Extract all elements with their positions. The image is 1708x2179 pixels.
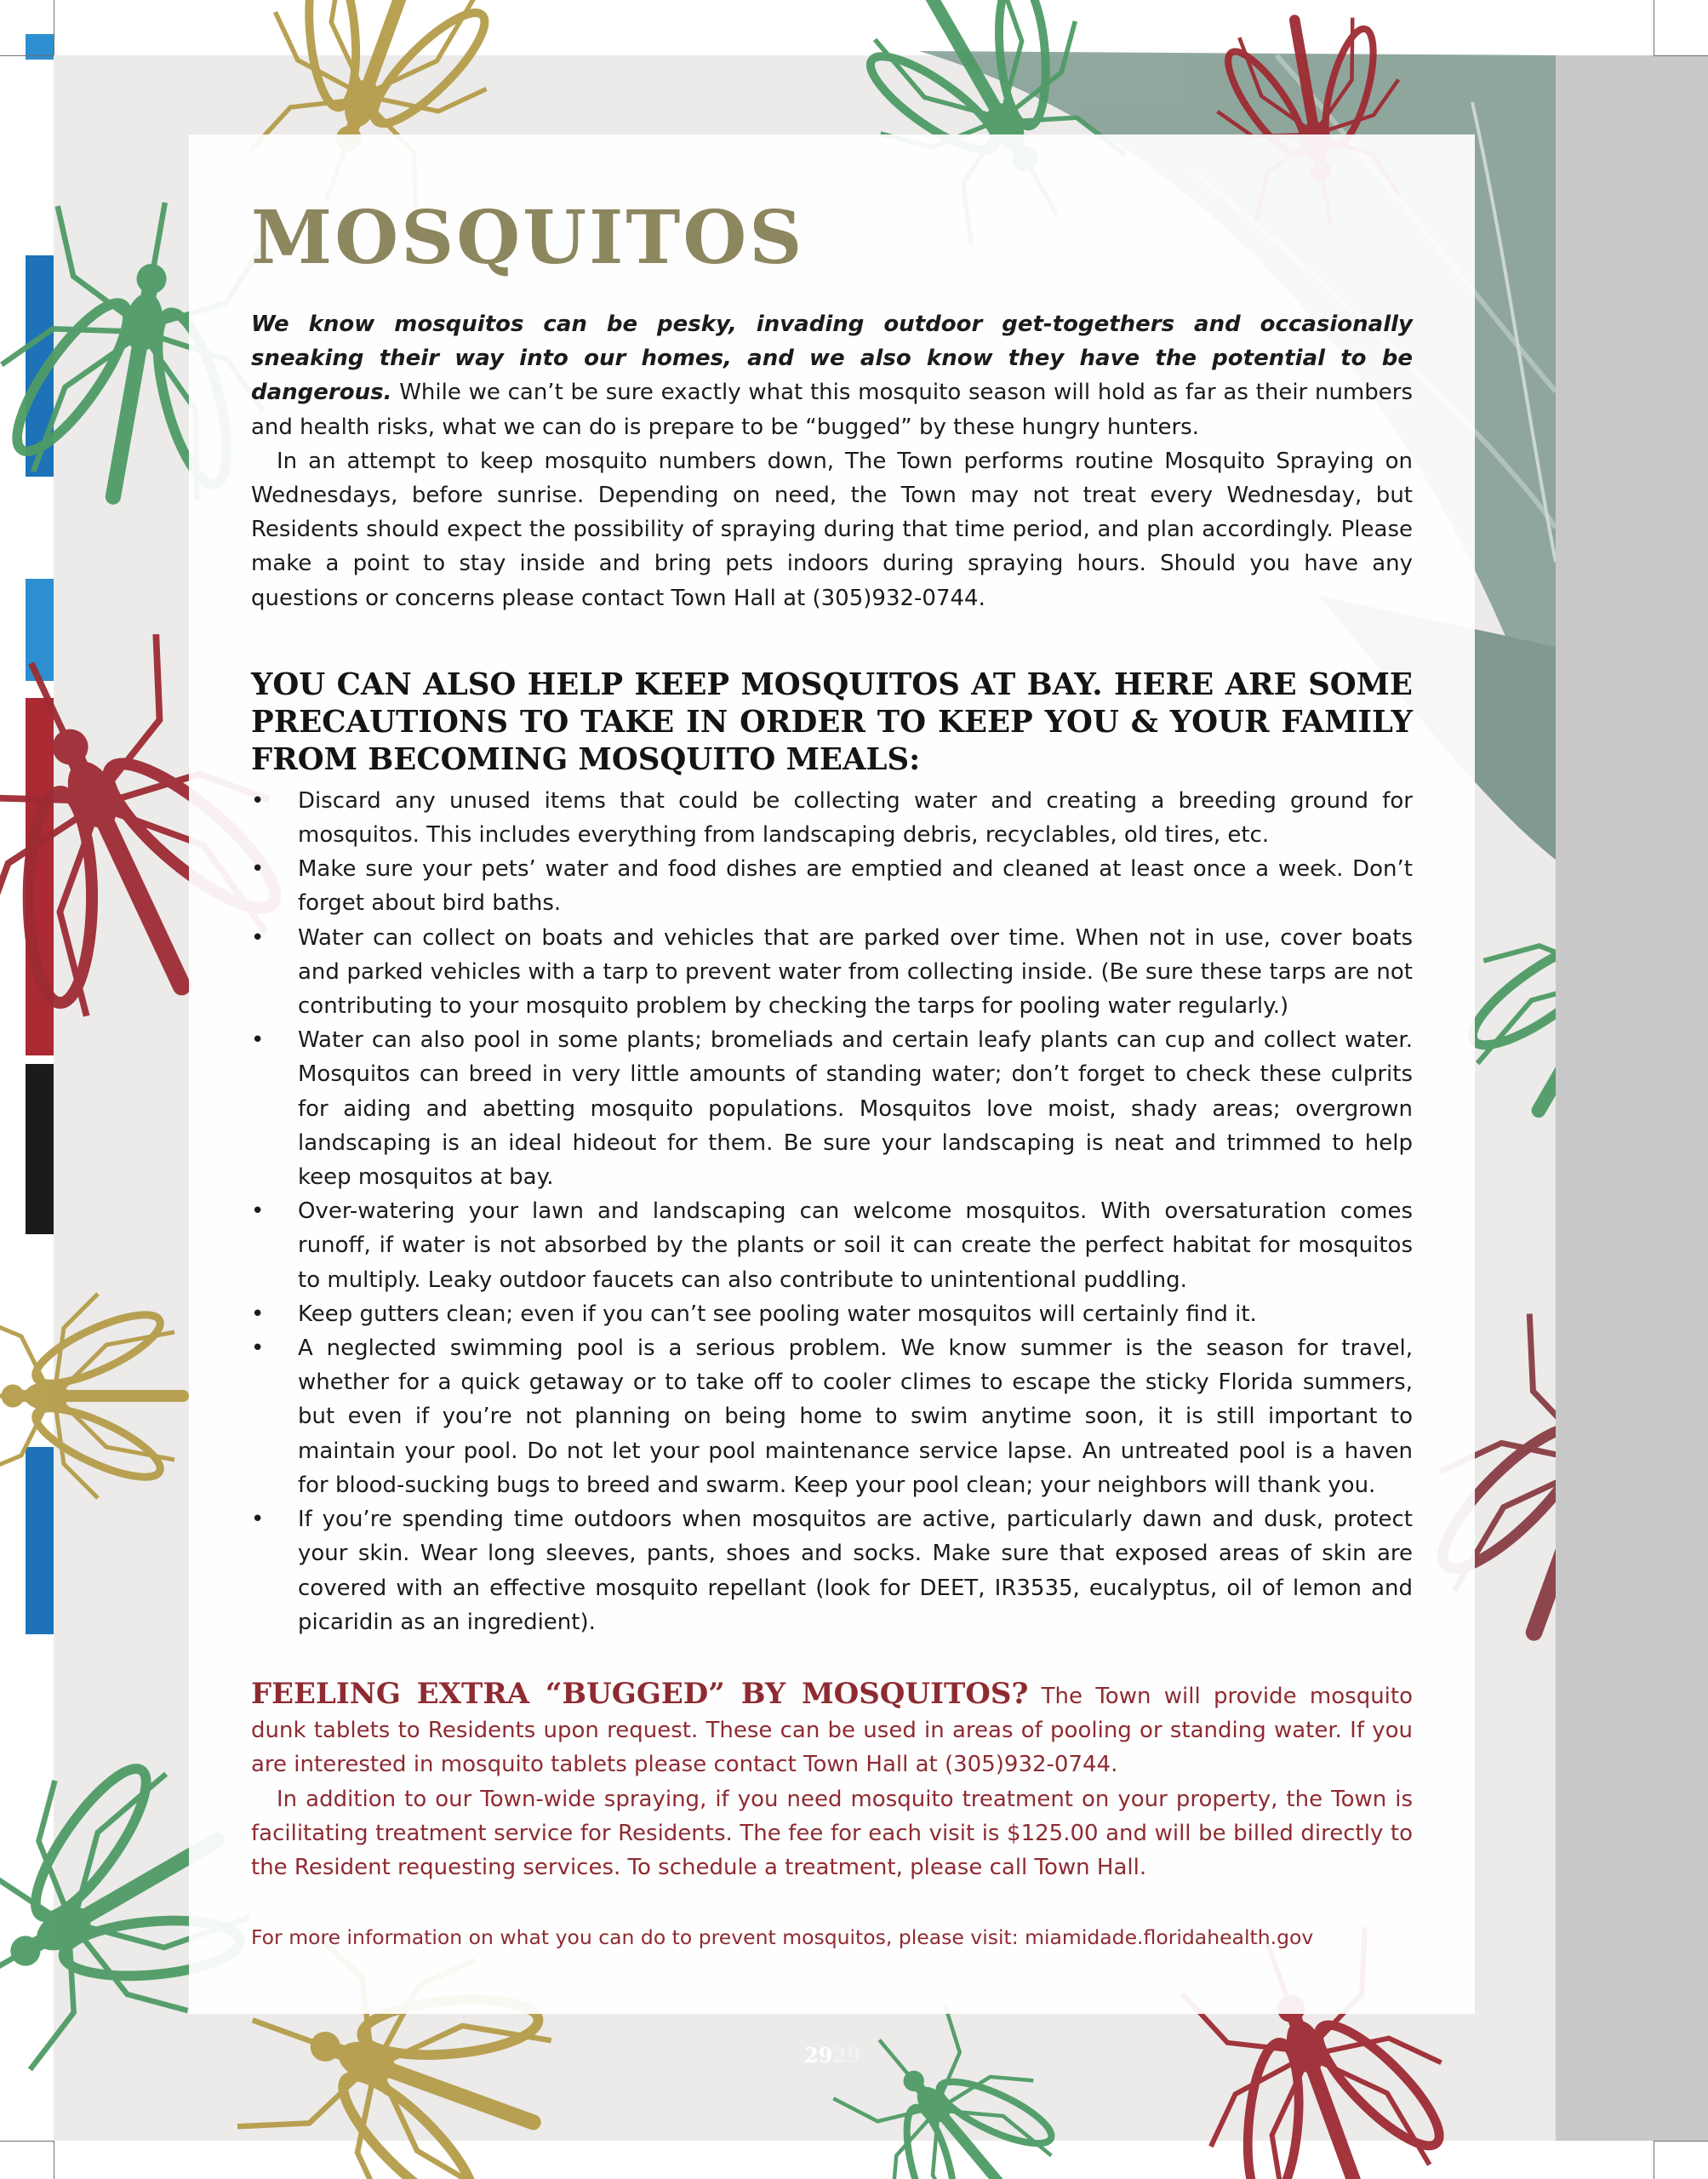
extra-section	[251, 1677, 1413, 1884]
list-item-text: Over-watering your lawn and landscaping can welcome mosquitos. With oversaturation comes runoff, if water is not absorbed by the plants or soil it can create the perfect habitat for mosquitos to multiply. Leaky outdoor faucets can also contribute to unintentional puddling.	[298, 1198, 1413, 1293]
list-item	[251, 1502, 1413, 1639]
intro-lead: We know mosquitos can be pesky, invading outdoor get-togethers and occasionally sneaking their way into our homes, and we also know they have the potential to be dangerous.	[251, 312, 1413, 406]
list-item-text: If you’re spending time outdoors when mosquitos are active, particularly dawn and dusk, protect your skin. Wear long sleeves, pants, shoes and socks. Make sure that exposed areas of skin are covered with an effective mosquito repellant (look for DEET, IR3535, eucalyptus, oil of lemon and picaridin as an ingredient).	[298, 1507, 1413, 1635]
list-item-text: Keep gutters clean; even if you can’t see pooling water mosquitos will certainly find it.	[298, 1301, 1257, 1327]
bullet-icon: •	[251, 1027, 265, 1054]
crop-mark	[0, 2141, 54, 2142]
list-item-text: Discard any unused items that could be collecting water and creating a breeding ground for mosquitos. This includes everything from landscaping debris, recyclables, old tires, etc.	[298, 787, 1413, 849]
list-item	[251, 784, 1413, 852]
tablets-text: The Town will provide mosquito dunk tablets to Residents upon request. These can be used in areas of pooling or standing water. If you are interested in mosquito tablets please contact Town Hall at (305)932-0744.	[251, 1683, 1413, 1778]
extra-heading: FEELING EXTRA “BUGGED” BY MOSQUITOS?	[251, 1676, 1029, 1711]
list-item	[251, 1297, 1413, 1331]
bullet-icon: •	[251, 856, 265, 883]
precautions-heading: YOU CAN ALSO HELP KEEP MOSQUITOS AT BAY. HERE ARE SOME PRECAUTIONS TO TAKE IN ORDER TO KEEP YOU & YOUR FAMILY FROM BECOMING MOSQUITO MEALS:	[251, 666, 1413, 777]
tablets-paragraph	[251, 1677, 1413, 1782]
list-item-text: Make sure your pets’ water and food dishes are emptied and cleaned at least once a week. Don’t forget about bird baths.	[298, 856, 1413, 917]
spraying-paragraph: In an attempt to keep mosquito numbers down, The Town performs routine Mosquito Spraying on Wednesdays, before sunrise. Depending on need, the Town may not treat every Wednesday, but Residents should expect the possibility of spraying during that time period, and plan accordingly. Please make a point to stay inside and bring pets indoors during spraying hours. Should you have any questions or concerns please contact Town Hall at (305)932-0744.	[251, 448, 1413, 611]
list-item	[251, 1331, 1413, 1502]
more-info-line: For more information on what you can do to prevent mosquitos, please visit: miamidade.floridahealth.gov	[251, 1925, 1314, 1950]
list-item	[251, 1194, 1413, 1297]
treatment-paragraph: In addition to our Town-wide spraying, if you need mosquito treatment on your property, the Town is facilitating treatment service for Residents. The fee for each visit is $125.00 and will be billed directly to the Resident requesting services. To schedule a treatment, please call Town Hall.	[251, 1786, 1413, 1880]
intro-paragraph	[251, 307, 1413, 444]
page-title: MOSQUITOS	[251, 195, 805, 281]
crop-mark	[0, 55, 54, 56]
right-gray-band	[1556, 55, 1708, 2141]
bullet-icon: •	[251, 1301, 265, 1327]
list-item-text: A neglected swimming pool is a serious problem. We know summer is the season for travel, whether for a quick getaway or to take off to cooler climes to escape the sticky Florida summers, but even if you’re not planning on being home to swim anytime soon, it is still important to maintain your pool. Do not let your pool maintenance service lapse. An untreated pool is a haven for blood-sucking bugs to breed and swarm. Keep your pool clean; your neighbors will thank you.	[298, 1335, 1413, 1498]
list-item	[251, 1023, 1413, 1194]
list-item	[251, 921, 1413, 1024]
list-item-text: Water can collect on boats and vehicles that are parked over time. When not in use, cover boats and parked vehicles with a tarp to prevent water from collecting inside. (Be sure these tarps are not contributing to your mosquito problem by checking the tarps for pooling water regularly.)	[298, 924, 1413, 1020]
precautions-list	[251, 784, 1413, 1639]
list-item	[251, 852, 1413, 920]
crop-mark	[1654, 55, 1708, 56]
page-number-ghost: 29	[832, 2043, 861, 2067]
bullet-icon: •	[251, 787, 265, 814]
bullet-icon: •	[251, 1507, 265, 1533]
bullet-icon: •	[251, 1335, 265, 1362]
crop-mark	[1654, 2141, 1708, 2142]
page-number	[804, 2043, 861, 2067]
bullet-icon: •	[251, 1198, 265, 1225]
bullet-icon: •	[251, 924, 265, 951]
page-number-value: 29	[804, 2043, 833, 2067]
intro-rest: While we can’t be sure exactly what this mosquito season will hold as far as their numbers and health risks, what we can do is prepare to be “bugged” by these hungry hunters.	[251, 380, 1413, 440]
list-item-text: Water can also pool in some plants; bromeliads and certain leafy plants can cup and collect water. Mosquitos can breed in very little amounts of standing water; don’t forget to check these culprits for aiding and abetting mosquito populations. Mosquitos love moist, shady areas; overgrown landscaping is an ideal hideout for them. Be sure your landscaping is neat and trimmed to help keep mosquitos at bay.	[298, 1027, 1413, 1191]
article	[251, 192, 1413, 1953]
